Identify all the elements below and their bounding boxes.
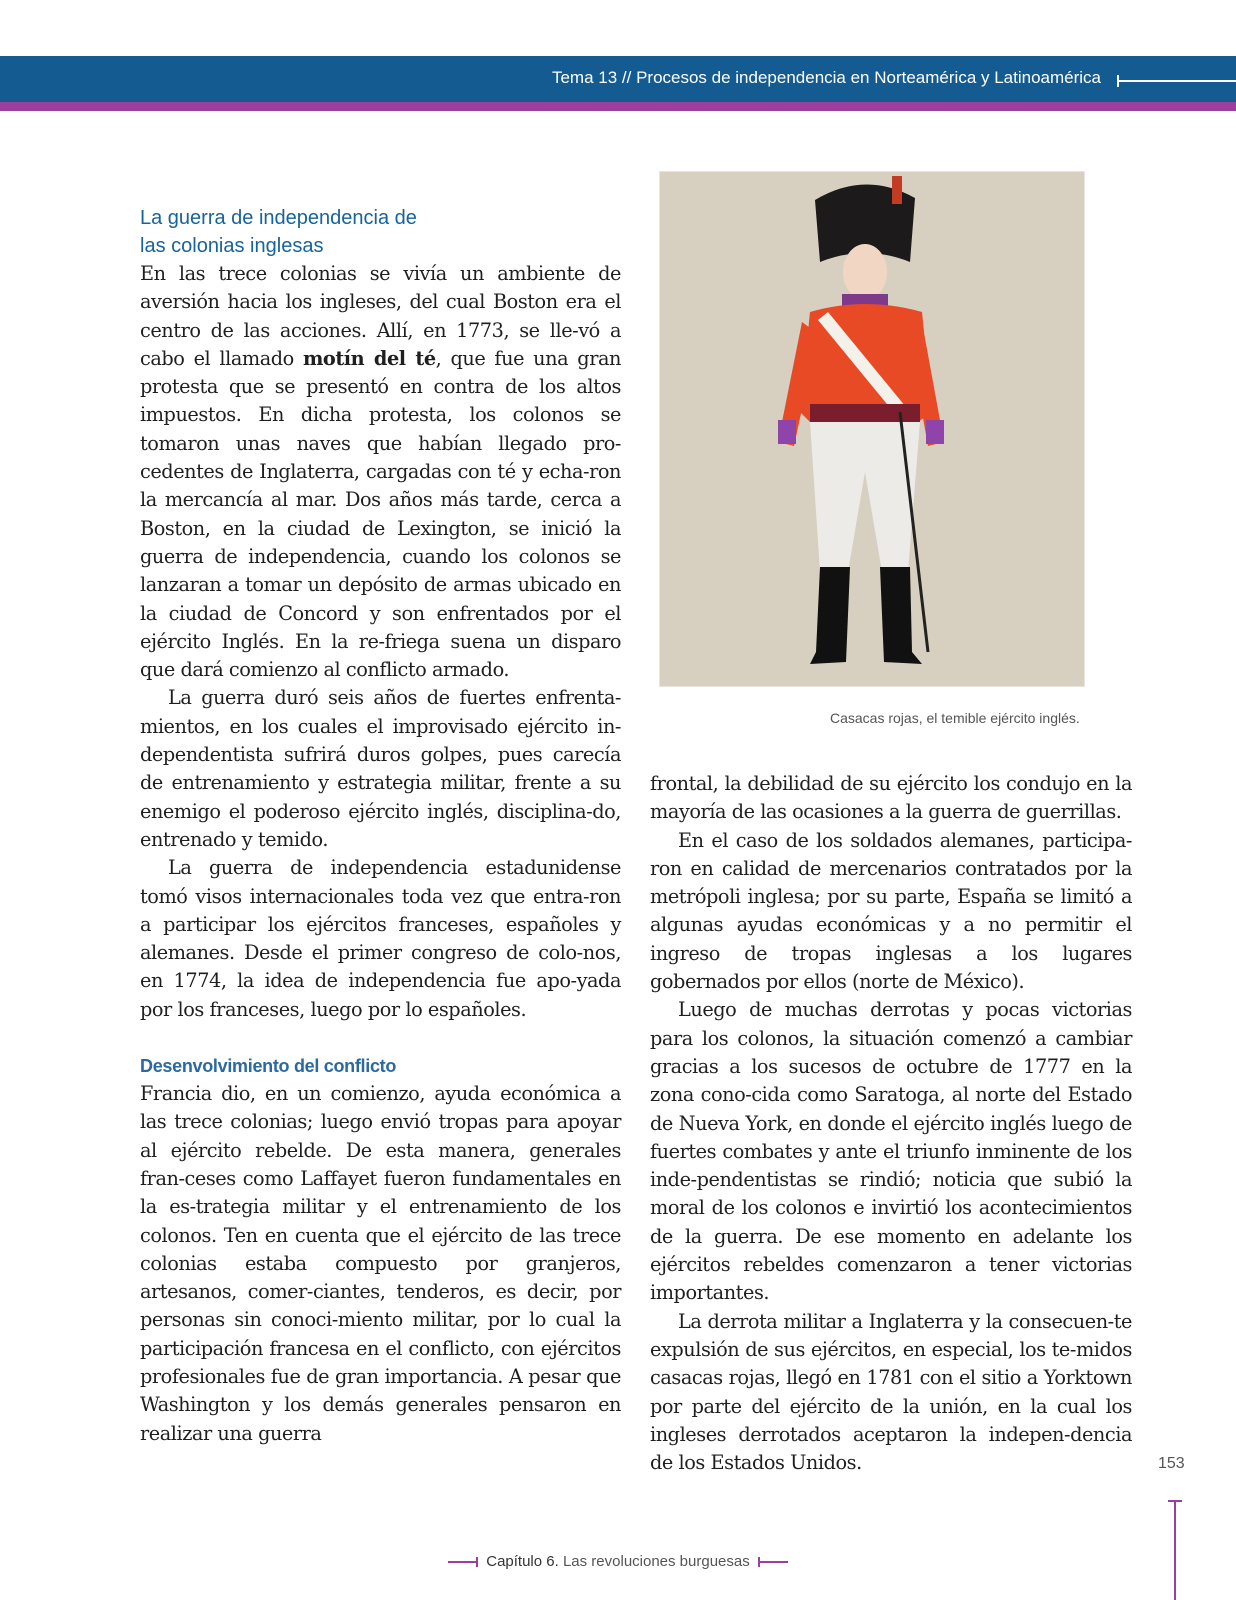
section-heading-line1: La guerra de independencia de — [140, 207, 417, 229]
paragraph-international: La guerra de independencia estadunidense tomó visos internacionales toda vez que entra-ron a participar los ejércitos franceses, españoles y alemanes. Desde el primer congreso de colo-nos, en 1774, la idea de independencia fue apo-yada por los franceses, luego por lo españoles. — [140, 856, 621, 1021]
section-heading — [140, 204, 621, 260]
redcoat-soldier-image — [660, 172, 1084, 686]
header-accent-stripe — [0, 102, 1236, 111]
paragraph-tea-party — [140, 260, 621, 684]
section-heading-line2: las colonias inglesas — [140, 235, 324, 257]
subsection-heading: Desenvolvimiento del conflicto — [140, 1056, 397, 1077]
paragraph-german-soldiers: En el caso de los soldados alemanes, participa-ron en calidad de mercenarios contratados por la metrópoli inglesa; por su parte, España se limitó a algunas ayudas económicas y a no permitir el ingreso de tropas inglesas a los lugares gobernados por ellos (norte de México). — [650, 828, 1132, 994]
right-column — [650, 770, 1132, 1477]
footer-rule-right — [758, 1561, 788, 1563]
paragraph-text: , que fue una gran protesta que se presentó en contra de los altos impuestos. En dicha protesta, los colonos se tomaron unas naves que habían llegado pro-cedentes de Inglaterra, cargadas con té y echa-ron la mercancía al mar. Dos años más tarde, cerca a Boston, en la ciudad de Lexington, se inició la guerra de independencia, cuando los colonos se lanzaran a tomar un depósito de armas ubicado en la ciudad de Concord y son enfrentados por el ejército Inglés. En la re-friega suena un disparo que dará comienzo al conflicto armado. — [140, 346, 621, 682]
figure-caption: Casacas rojas, el temible ejército inglés. — [830, 710, 1080, 726]
paragraph-saratoga: Luego de muchas derrotas y pocas victorias para los colonos, la situación comenzó a cambiar gracias a los sucesos de octubre de 1777 en la zona cono-cida como Saratoga, al norte del Estado de Nueva York, en donde el ejército inglés luego de fuertes combates y ante el triunfo inminente de los inde-pendentistas se rindió; noticia que subió la moral de los colonos e invirtió los acontecimientos de la guerra. De ese momento en adelante los ejércitos rebeldes comenzaron a tener victorias importantes. — [650, 998, 1132, 1305]
paragraph-text: En las trece colonias se vivía un ambiente de aversión hacia los ingleses, del cual Boston era el centro de las acciones. Allí, en 1773, se lle-vó a cabo el llamado — [140, 262, 621, 370]
page-number: 153 — [1158, 1455, 1185, 1472]
running-header-title: Tema 13 // Procesos de independencia en Norteamérica y Latinoamérica — [551, 68, 1101, 87]
footer — [0, 1553, 1236, 1570]
left-column — [140, 204, 621, 1448]
paragraph-yorktown: La derrota militar a Inglaterra y la consecuen-te expulsión de sus ejércitos, en especial, los te-midos casacas rojas, llegó en 1781 con el sitio a Yorktown por parte del ejército de la unión, en la cual los ingleses derrotados aceptaron la indepen-dencia de los Estados Unidos. — [650, 1309, 1132, 1475]
paragraph-guerrilla: frontal, la debilidad de su ejército los condujo en la mayoría de las ocasiones a la guerra de guerrillas. — [650, 772, 1132, 824]
footer-chapter-label: Capítulo 6. — [486, 1553, 559, 1570]
side-rule — [1174, 1500, 1176, 1600]
header-rule — [1117, 80, 1236, 82]
bold-term: motín del té — [302, 346, 436, 370]
paragraph-war-duration: La guerra duró seis años de fuertes enfrenta-mientos, en los cuales el improvisado ejército in-dependentista sufrirá duros golpes, pues carecía de entrenamiento y estrategia militar, frente a su enemigo el poderoso ejército inglés, disciplina-do, entrenado y temido. — [140, 686, 621, 851]
paragraph-france-support: Francia dio, en un comienzo, ayuda económica a las trece colonias; luego envió tropas para apoyar al ejército rebelde. De esta manera, generales fran-ceses como Laffayet fueron fundamentales en la es-trategia militar y el entrenamiento de los colonos. Ten en cuenta que el ejército de las trece colonias estaba compuesto por granjeros, artesanos, comer-ciantes, tenderos, es decir, por personas sin conoci-miento militar, por lo cual la participación francesa en el conflicto, con ejércitos profesionales fue de gran importancia. A pesar que Washington y los demás generales pensaron en realizar una guerra — [140, 1082, 621, 1445]
footer-chapter-title: Las revoluciones burguesas — [562, 1553, 750, 1570]
soldier-illustration — [660, 172, 1084, 686]
footer-rule-left — [448, 1561, 478, 1563]
